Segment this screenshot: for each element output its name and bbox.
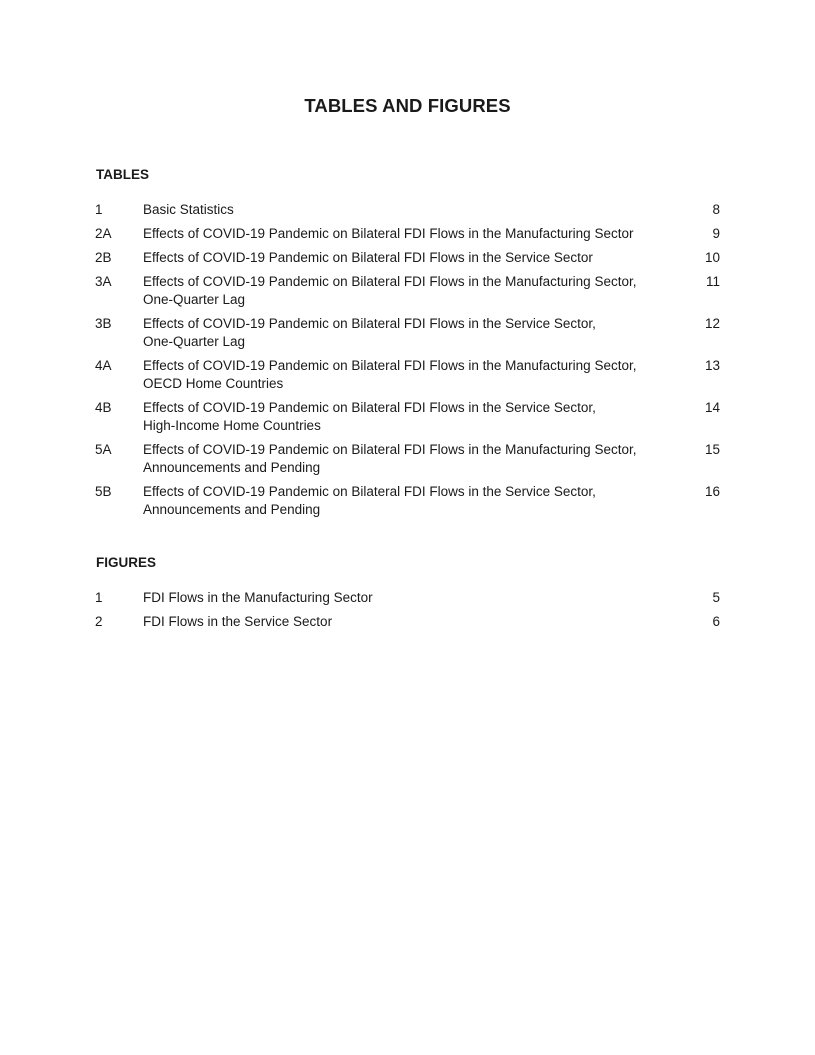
entry-title: Effects of COVID-19 Pandemic on Bilateral FDI Flows in the Manufacturing Sector, One-Quarter Lag: [143, 274, 637, 307]
entry-title: Effects of COVID-19 Pandemic on Bilateral FDI Flows in the Manufacturing Sector, OECD Home Countries: [143, 358, 637, 391]
entry-number: 5B: [95, 484, 112, 499]
entry-page: 6: [712, 614, 720, 629]
entry-number: 1: [95, 202, 103, 217]
entry-page: 8: [712, 202, 720, 217]
entry-page: 12: [704, 316, 720, 331]
entry-number: 2B: [95, 250, 112, 265]
entry-title: Basic Statistics: [143, 202, 234, 217]
entry-page: 15: [704, 442, 720, 457]
entry-number: 3A: [95, 274, 112, 289]
figure-entry-1[interactable]: [95, 589, 720, 607]
page-title: TABLES AND FIGURES: [304, 95, 511, 116]
entry-number: 4A: [95, 358, 112, 373]
table-entry-4a[interactable]: [95, 357, 720, 393]
entry-title: Effects of COVID-19 Pandemic on Bilateral FDI Flows in the Manufacturing Sector, Announcements and Pending: [143, 442, 637, 475]
entry-title: FDI Flows in the Service Sector: [143, 614, 333, 629]
entry-title: Effects of COVID-19 Pandemic on Bilateral FDI Flows in the Service Sector, One-Quarter Lag: [143, 316, 596, 349]
entry-number: 2: [95, 614, 103, 629]
tables-list: [95, 201, 720, 525]
entry-page: 11: [705, 274, 720, 289]
entry-number: 5A: [95, 442, 112, 457]
entry-page: 9: [712, 226, 720, 241]
entry-page: 13: [704, 358, 720, 373]
table-entry-1[interactable]: [95, 201, 720, 219]
entry-title: Effects of COVID-19 Pandemic on Bilateral FDI Flows in the Service Sector, Announcements and Pending: [143, 484, 596, 517]
tables-heading: TABLES: [96, 167, 149, 182]
figures-heading: FIGURES: [96, 555, 157, 570]
table-entry-2b[interactable]: [95, 249, 720, 267]
entry-page: 16: [704, 484, 720, 499]
table-entry-5a[interactable]: [95, 441, 720, 477]
entry-title: FDI Flows in the Manufacturing Sector: [143, 590, 373, 605]
entry-number: 2A: [95, 226, 112, 241]
entry-title: Effects of COVID-19 Pandemic on Bilateral FDI Flows in the Service Sector, High-Income Home Countries: [143, 400, 596, 433]
entry-number: 3B: [95, 316, 112, 331]
figures-list: [95, 589, 720, 637]
figure-entry-2[interactable]: [95, 613, 720, 631]
entry-number: 1: [95, 590, 103, 605]
entry-page: 5: [712, 590, 720, 605]
entry-number: 4B: [95, 400, 112, 415]
table-entry-2a[interactable]: [95, 225, 720, 243]
entry-title: Effects of COVID-19 Pandemic on Bilateral FDI Flows in the Service Sector: [143, 250, 593, 265]
table-entry-3b[interactable]: [95, 315, 720, 351]
entry-page: 10: [704, 250, 720, 265]
table-entry-3a[interactable]: [95, 273, 720, 309]
entry-title: Effects of COVID-19 Pandemic on Bilateral FDI Flows in the Manufacturing Sector: [143, 226, 634, 241]
table-entry-5b[interactable]: [95, 483, 720, 519]
table-entry-4b[interactable]: [95, 399, 720, 435]
entry-page: 14: [704, 400, 720, 415]
